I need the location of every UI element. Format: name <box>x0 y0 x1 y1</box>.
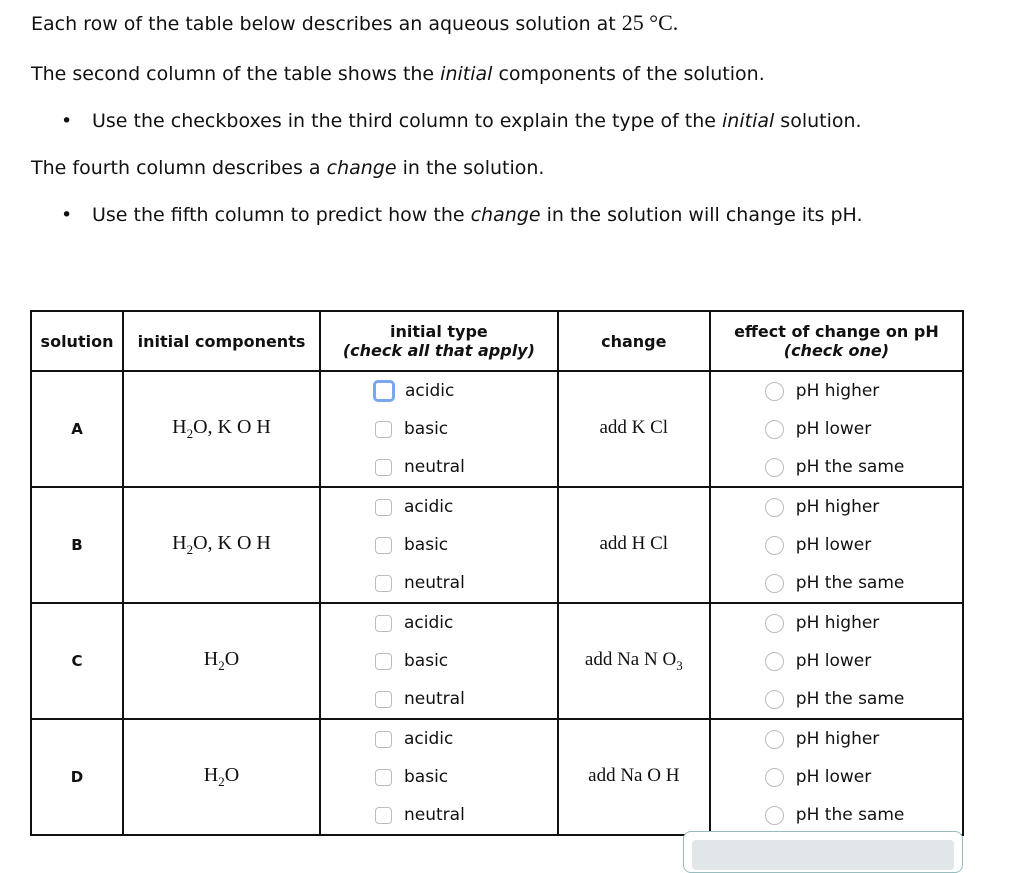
intro-line-3: The fourth column describes a change in the solution. <box>31 157 545 179</box>
initial-components: $H_2O$ <box>123 719 320 835</box>
radio-button[interactable] <box>765 536 784 555</box>
effect-option-1[interactable]: pH lower <box>765 642 962 680</box>
type-option-basic[interactable]: basic <box>375 758 557 796</box>
radio-button[interactable] <box>765 690 784 709</box>
effect-option-0[interactable]: pH higher <box>765 604 962 642</box>
type-option-acidic[interactable]: acidic <box>375 372 557 410</box>
effect-option-0[interactable]: pH higher <box>765 488 962 526</box>
type-option-neutral[interactable]: neutral <box>375 680 557 718</box>
radio-button[interactable] <box>765 498 784 517</box>
checkbox[interactable] <box>375 653 392 670</box>
effect-option-0[interactable]: pH higher <box>765 372 962 410</box>
checkbox[interactable] <box>373 380 395 402</box>
table-row <box>31 371 963 487</box>
type-option-acidic[interactable]: acidic <box>375 488 557 526</box>
solution-label: C <box>31 603 123 719</box>
header-type: initial type (check all that apply) <box>320 311 558 371</box>
checkbox[interactable] <box>375 421 392 438</box>
intro-line-1: Each row of the table below describes an aqueous solution at 25 °C. <box>31 10 679 35</box>
radio-button[interactable] <box>765 382 784 401</box>
radio-button[interactable] <box>765 614 784 633</box>
effect-cell <box>710 371 963 487</box>
checkbox[interactable] <box>375 459 392 476</box>
checkbox[interactable] <box>375 575 392 592</box>
change-cell: add Na N $O_3$ <box>558 603 710 719</box>
change-cell: add H Cl <box>558 487 710 603</box>
type-option-basic[interactable]: basic <box>375 410 557 448</box>
solution-label: B <box>31 487 123 603</box>
effect-option-2[interactable]: pH the same <box>765 796 962 834</box>
effect-option-2[interactable]: pH the same <box>765 448 962 486</box>
change-cell: add Na O H <box>558 719 710 835</box>
solution-label: A <box>31 371 123 487</box>
solution-label: D <box>31 719 123 835</box>
effect-cell <box>710 719 963 835</box>
initial-type-cell <box>320 487 558 603</box>
instruction-bullet-2: • Use the fifth column to predict how the change in the solution will change its pH. <box>62 204 863 226</box>
table-row <box>31 719 963 835</box>
effect-cell <box>710 603 963 719</box>
table-row <box>31 487 963 603</box>
radio-button[interactable] <box>765 420 784 439</box>
header-effect: effect of change on pH (check one) <box>710 311 963 371</box>
checkbox[interactable] <box>375 691 392 708</box>
instruction-bullet-1: • Use the checkboxes in the third column to explain the type of the initial solution. <box>62 110 862 132</box>
type-option-basic[interactable]: basic <box>375 526 557 564</box>
table-row <box>31 603 963 719</box>
initial-components: $H_2O$, K O H <box>123 371 320 487</box>
effect-option-2[interactable]: pH the same <box>765 564 962 602</box>
radio-button[interactable] <box>765 730 784 749</box>
effect-option-1[interactable]: pH lower <box>765 526 962 564</box>
intro-line-2: The second column of the table shows the initial components of the solution. <box>31 63 765 85</box>
change-cell: add K Cl <box>558 371 710 487</box>
initial-components: $H_2O$, K O H <box>123 487 320 603</box>
effect-option-2[interactable]: pH the same <box>765 680 962 718</box>
effect-option-0[interactable]: pH higher <box>765 720 962 758</box>
initial-type-cell <box>320 603 558 719</box>
effect-option-1[interactable]: pH lower <box>765 758 962 796</box>
header-solution: solution <box>31 311 123 371</box>
checkbox[interactable] <box>375 769 392 786</box>
radio-button[interactable] <box>765 574 784 593</box>
answer-button-partial[interactable] <box>683 831 963 873</box>
radio-button[interactable] <box>765 458 784 477</box>
checkbox[interactable] <box>375 499 392 516</box>
type-option-neutral[interactable]: neutral <box>375 448 557 486</box>
radio-button[interactable] <box>765 806 784 825</box>
type-option-acidic[interactable]: acidic <box>375 720 557 758</box>
type-option-basic[interactable]: basic <box>375 642 557 680</box>
checkbox[interactable] <box>375 537 392 554</box>
radio-button[interactable] <box>765 768 784 787</box>
type-option-acidic[interactable]: acidic <box>375 604 557 642</box>
radio-button[interactable] <box>765 652 784 671</box>
type-option-neutral[interactable]: neutral <box>375 796 557 834</box>
checkbox[interactable] <box>375 731 392 748</box>
checkbox[interactable] <box>375 615 392 632</box>
header-change: change <box>558 311 710 371</box>
initial-components: $H_2O$ <box>123 603 320 719</box>
type-option-neutral[interactable]: neutral <box>375 564 557 602</box>
initial-type-cell <box>320 371 558 487</box>
effect-cell <box>710 487 963 603</box>
effect-option-1[interactable]: pH lower <box>765 410 962 448</box>
solutions-table <box>30 310 964 836</box>
header-components: initial components <box>123 311 320 371</box>
checkbox[interactable] <box>375 807 392 824</box>
initial-type-cell <box>320 719 558 835</box>
